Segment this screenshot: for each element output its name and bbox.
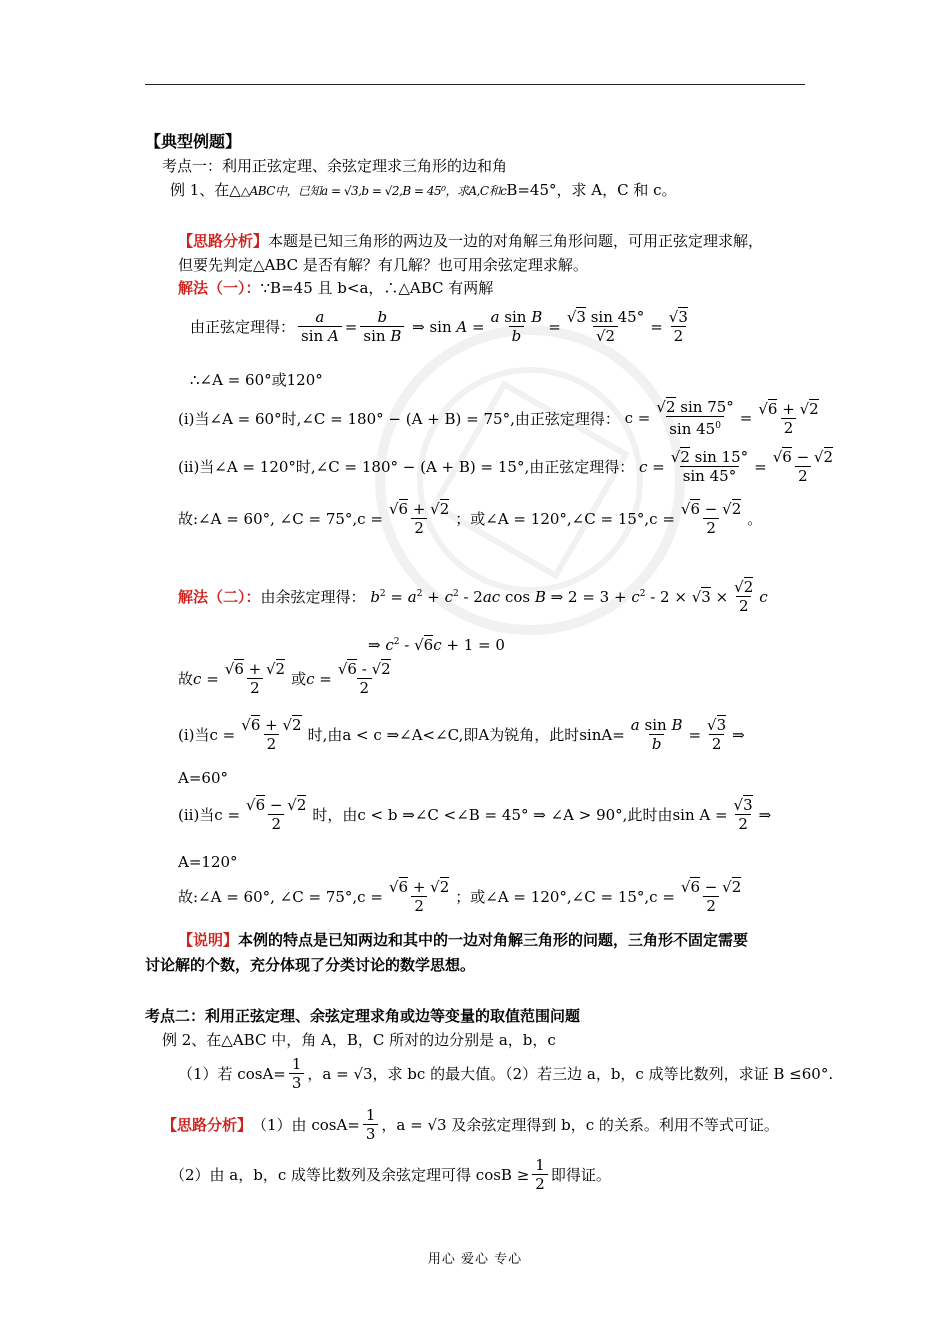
method1-tag: 解法（一）： — [178, 279, 261, 297]
a120-line: A=120° — [178, 853, 238, 871]
or-label: 或 — [291, 670, 307, 688]
example1-prefix: 例 1、在△ — [170, 181, 241, 199]
c-case-ii-mid: 时，由c < b ⇒∠C <∠B = 45° ⇒ ∠A > 90°,此时由sin A = — [312, 806, 728, 824]
gu-label: 故 — [178, 670, 194, 688]
section-heading: 【典型例题】 — [145, 132, 242, 151]
sine-law-equation: 由正弦定理得： $\frac{a}{\text{sin A}}$ = $\frac{b}{\text{sin B}}$ ⇒ sin A = $\frac{\text{a sin B}}{b}$ = $\frac{√3 \sin 45^\circ}{√2}$ = $\frac{√3}{2}$ — [190, 308, 688, 345]
q1-rest: ，a = √3，求 bc 的最大值。（2）若三边 a，b，c 成等比数列，求证 B ≤60°. — [307, 1065, 834, 1083]
c-case-i-prefix: (i)当c = — [178, 726, 236, 744]
c-case-i: (i)当c = $\frac{√6 + √2}{2}$ 时,由a < c ⇒∠A<∠C,即A为锐角，此时sinA= $\frac{\text{a sin B}}{b}$ = $\frac{√3}{2}$ ⇒ — [178, 716, 745, 753]
method2-conclusion: 故:∠A = 60°, ∠C = 75°,c = $\frac{√6 + √2}{2}$ ；或∠A = 120°,∠C = 15°,c = $\frac{√6 - √2}{2}$ — [178, 878, 742, 915]
note-text-1: 本例的特点是已知两边和其中的一边对角解三角形的问题，三角形不固定需要 — [238, 931, 749, 949]
header-rule — [145, 84, 805, 85]
k2-analysis-tag: 【思路分析】 — [162, 1116, 253, 1134]
example1-line — [170, 180, 677, 201]
k2-a1-prefix: （1）由 cosA= — [252, 1116, 360, 1134]
c-case-ii-prefix: (ii)当c = — [178, 806, 241, 824]
concl-a: 故:∠A = 60°, ∠C = 75°,c = — [178, 510, 383, 528]
concl-end: 。 — [747, 510, 763, 528]
analysis-tag: 【思路分析】 — [178, 232, 269, 250]
case-i-equation: (i)当∠A = 60°时,∠C = 180° − (A + B) = 75°,由正弦定理得： c = $\frac{√2 \sin 75^\circ}{\sin 45^0}$ = $\frac{√6 + √2}{2}$ — [178, 398, 819, 438]
note-line1 — [178, 930, 748, 950]
k2-a1-rest: ，a = √3 及余弦定理得到 b，c 的关系。利用不等式可证。 — [381, 1116, 779, 1134]
note-tag: 【说明】 — [178, 931, 239, 949]
note-line2: 讨论解的个数，充分体现了分类讨论的数学思想。 — [145, 956, 476, 974]
example2-line: 例 2、在△ABC 中，角 A，B，C 所对的边分别是 a，b，c — [162, 1031, 556, 1049]
a60-line: A=60° — [178, 769, 228, 787]
angle-a-line: ∴∠A = 60°或120° — [190, 371, 323, 389]
k1-title: 考点一：利用正弦定理、余弦定理求三角形的边和角 — [162, 157, 508, 175]
k2-analysis-line2: （2）由 a，b，c 成等比数列及余弦定理可得 cosB ≥ $\frac{1}{2}$ 即得证。 — [170, 1156, 611, 1193]
method2-text: 由余弦定理得： — [260, 588, 366, 606]
concl2-b: ；或∠A = 120°,∠C = 15°,c = — [455, 888, 675, 906]
case-i-label: (i)当∠A = 60°时,∠C = 180° − (A + B) = 75°,由正弦定理得： — [178, 409, 620, 428]
c-case-i-mid: 时,由a < c ⇒∠A<∠C,即A为锐角，此时sinA= — [307, 726, 625, 744]
c-case-ii: (ii)当c = $\frac{√6 - √2}{2}$ 时，由c < b ⇒∠C <∠B = 45° ⇒ ∠A > 90°,此时由sin A = $\frac{√3}{2}$ ⇒ — [178, 796, 772, 833]
method2-quadratic: ⇒ $c^2 - √6c + 1 = 0$ — [368, 636, 505, 654]
example1-suffix: B=45°，求 A，C 和 c。 — [506, 181, 677, 199]
k2-a2-rest: 即得证。 — [550, 1166, 611, 1184]
k2-a2-prefix: （2）由 a，b，c 成等比数列及余弦定理可得 cosB ≥ — [170, 1166, 530, 1184]
concl-b: ；或∠A = 120°,∠C = 15°,c = — [455, 510, 675, 528]
case-ii-equation: (ii)当∠A = 120°时,∠C = 180° − (A + B) = 15°,由正弦定理得： c = $\frac{√2 \sin 15^\circ}{\sin 45^\circ}$ = $\frac{√6 - √2}{2}$ — [178, 448, 834, 485]
k2-analysis-line1: 【思路分析】 （1）由 cosA= $\frac{1}{3}$ ，a = √3 及余弦定理得到 b，c 的关系。利用不等式可证。 — [162, 1106, 779, 1143]
concl2-a: 故:∠A = 60°, ∠C = 75°,c = — [178, 888, 383, 906]
method1-text: ∵B=45 且 b<a，∴△ABC 有两解 — [260, 279, 494, 297]
q1-prefix: （1）若 cosA= — [178, 1065, 286, 1083]
analysis-text-1: 本题是已知三角形的两边及一边的对角解三角形问题，可用正弦定理求解， — [268, 232, 764, 250]
method1-conclusion: 故:∠A = 60°, ∠C = 75°,c = $\frac{√6 + √2}{2}$ ；或∠A = 120°,∠C = 15°,c = $\frac{√6 - √2}{2}$ 。 — [178, 500, 763, 537]
k1-analysis-line2: 但要先判定△ABC 是否有解？有几解？也可用余弦定理求解。 — [178, 256, 588, 274]
method2-solutions: 故 c = $\frac{√6 + √2}{2}$ 或 c = $\frac{√6 - √2}{2}$ — [178, 660, 391, 697]
k2-title: 考点二：利用正弦定理、余弦定理求角或边等变量的取值范围问题 — [145, 1007, 581, 1025]
case-ii-label: (ii)当∠A = 120°时,∠C = 180° − (A + B) = 15°,由正弦定理得： — [178, 458, 635, 476]
method2-equation: 解法（二）： 由余弦定理得： $b^2 = a^2 + c^2 - 2ac$ cos B ⇒ $2 = 3 + c^2 - 2 \times √3$ × $\frac{√2}{2}$ c — [178, 578, 768, 615]
method1-line — [178, 278, 493, 298]
example2-questions: （1）若 cosA= $\frac{1}{3}$ ，a = √3，求 bc 的最大值。（2）若三边 a，b，c 成等比数列，求证 B ≤60°. — [178, 1055, 834, 1092]
sine-law-label: 由正弦定理得： — [190, 318, 296, 336]
method2-tag: 解法（二）： — [178, 588, 261, 606]
page-footer: 用心 爱心 专心 — [427, 1252, 523, 1267]
k1-analysis-line1 — [178, 231, 763, 251]
example1-condition: △ABC中，已知a = √3,b = √2,B = 45⁰，求A,C和c — [240, 184, 507, 198]
